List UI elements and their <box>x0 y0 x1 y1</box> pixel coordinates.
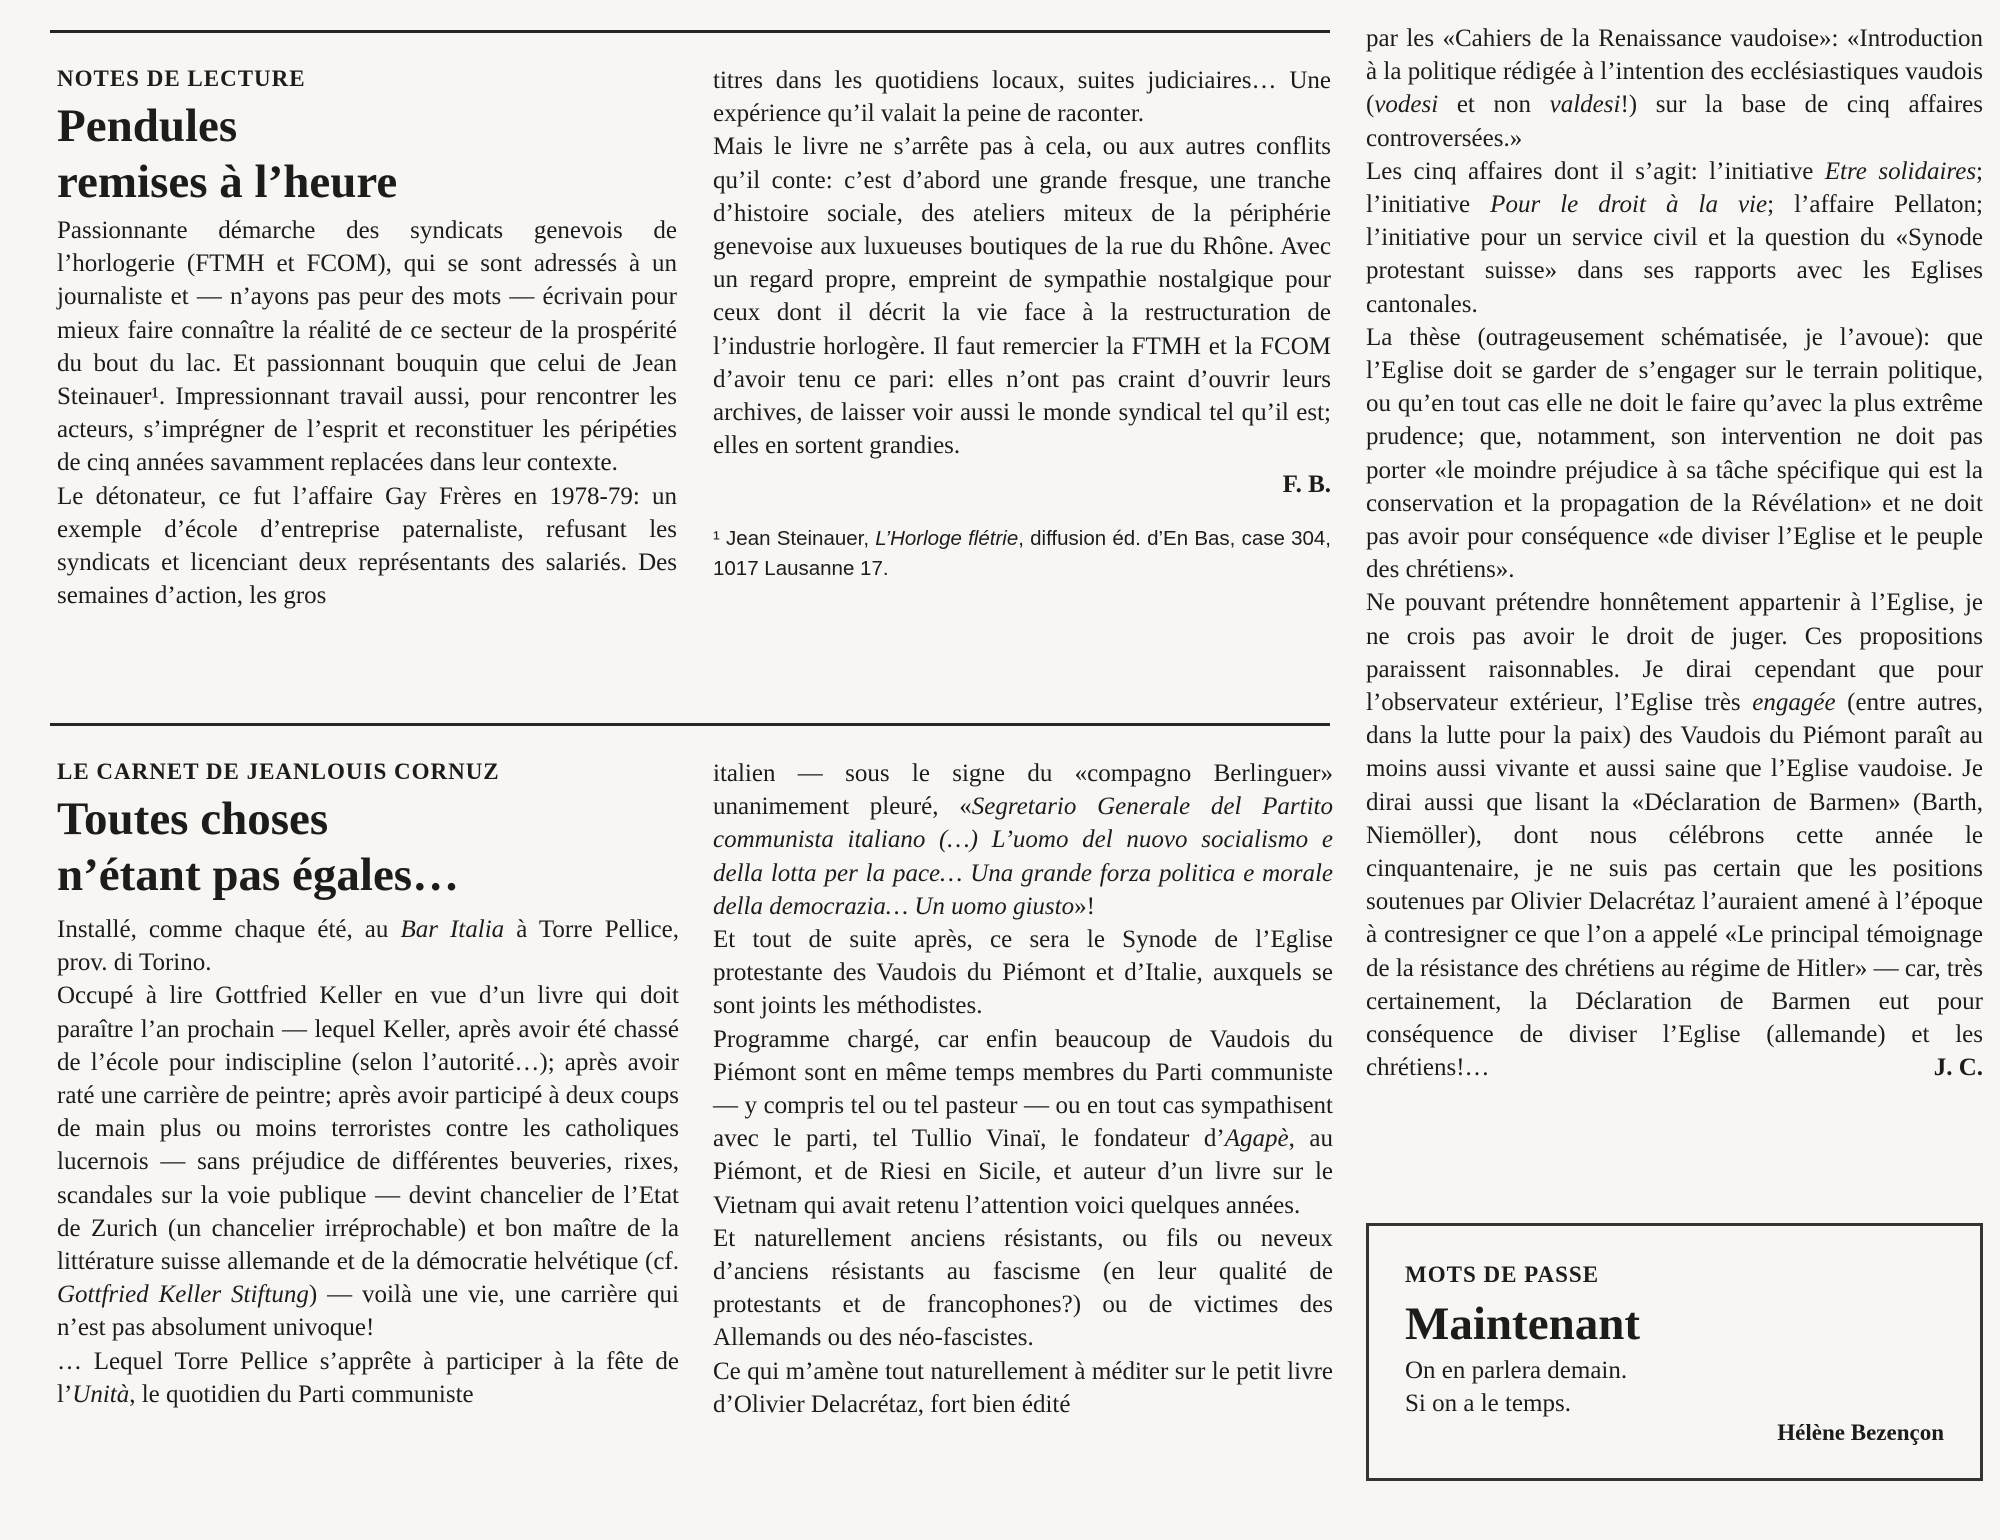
top-article-col1 <box>57 64 677 612</box>
carnet-paragraph: … Lequel Torre Pellice s’apprête à participer à la fête de l’Unità, le quotidien du Parti communiste <box>57 1347 679 1408</box>
top-article-col2 <box>713 64 1331 584</box>
carnet-paragraph: La thèse (outrageusement schématisée, je l’avoue): que l’Eglise doit se garder de s’engager sur le terrain politique, ou qu’en tout cas elle ne doit le faire qu’avec la plus extrême prudence; que, notamment, son intervention ne doit pas porter «le moindre préjudice à sa tâche spécifique qui est la conservation et la propagation de la Révélation» et ne doit pas avoir pour conséquence «de diviser l’Eglise et le peuple des chrétiens». <box>1366 323 1983 584</box>
top-article-paragraph: Mais le livre ne s’arrête pas à cela, ou aux autres conflits qu’il conte: c’est d’abord une grande fresque, une tranche d’histoire sociale, des ateliers miteux de la périphérie genevoise aux luxueuses boutiques de la rue du Rhône. Avec un regard propre, empreint de sympathie nostalgique pour ceux dont il décrit la vie face à la restructuration de l’industrie horlogère. Il faut remercier la FTMH et la FCOM d’avoir tenu ce pari: elles n’ont pas craint d’ouvrir leurs archives, de laisser voir aussi le monde syndical tel qu’il est; elles en sortent grandies. <box>713 133 1331 460</box>
top-article-paragraph: titres dans les quotidiens locaux, suites judiciaires… Une expérience qu’il valait la peine de raconter. <box>713 67 1331 128</box>
carnet-title-line1: Toutes choses <box>57 793 329 845</box>
carnet-col1 <box>57 757 679 1411</box>
carnet-paragraph: Ce qui m’amène tout naturellement à méditer sur le petit livre d’Olivier Delacrétaz, fort bien édité <box>713 1357 1333 1418</box>
footnote-book-title: L’Horloge flétrie <box>875 526 1019 550</box>
carnet-col2 <box>713 757 1333 1421</box>
top-article-title-line1: Pendules <box>57 100 238 152</box>
carnet-title-line2: n’étant pas égales… <box>57 849 460 901</box>
carnet-paragraph: Les cinq affaires dont il s’agit: l’initiative Etre solidaires; l’initiative Pour le droit à la vie; l’affaire Pellaton; l’initiative pour un service civil et la question du «Synode protestant suisse» dans ses rapports avec les Eglises cantonales. <box>1366 157 1984 318</box>
carnet-paragraph: Et tout de suite après, ce sera le Synode de l’Eglise protestante des Vaudois du Piémont et d’Italie, auxquels se sont joints les méthodistes. <box>713 926 1333 1020</box>
carnet-paragraph: Installé, comme chaque été, au Bar Italia à Torre Pellice, prov. di Torino. <box>57 916 679 977</box>
mots-de-passe-line1: On en parlera demain. <box>1405 1357 1628 1384</box>
mots-de-passe-title: Maintenant <box>1405 1298 1640 1350</box>
carnet-paragraph: italien — sous le signe du «compagno Berlinguer» unanimement pleuré, «Segretario Generale del Partito communista italiano (…) L’uomo del nuovo socialismo e della lotta per la pace… Una grande forza politica e morale della democrazia… Un uomo giusto»! <box>713 760 1333 920</box>
mots-de-passe-signature: Hélène Bezençon <box>1777 1420 1944 1445</box>
carnet-col3 <box>1366 22 1983 1085</box>
carnet-paragraph: Et naturellement anciens résistants, ou fils ou neveux d’anciens résistants au fascisme (en leur qualité de protestants et de francophones?) ou de victimes des Allemands ou des néo-fascistes. <box>713 1224 1333 1352</box>
carnet-signature: J. C. <box>1933 1054 1983 1082</box>
mots-de-passe-kicker: MOTS DE PASSE <box>1405 1262 1600 1287</box>
carnet-paragraph: Programme chargé, car enfin beaucoup de Vaudois du Piémont sont en même temps membres du Parti communiste — y compris tel ou tel pasteur — ou en tout cas sympathisent avec le parti, tel Tullio Vinaï, le fondateur d’Agapè, au Piémont, et de Riesi en Sicile, et auteur d’un livre sur le Vietnam qui avait retenu l’attention voici quelques années. <box>713 1025 1333 1219</box>
carnet-kicker: LE CARNET DE JEANLOUIS CORNUZ <box>57 759 500 784</box>
carnet-title <box>57 791 679 903</box>
mots-de-passe-line2: Si on a le temps. <box>1405 1390 1571 1417</box>
carnet-paragraph: Ne pouvant prétendre honnêtement appartenir à l’Eglise, je ne crois pas avoir le droit de juger. Ces propositions paraissent raisonnables. Je dirai cependant que pour l’observateur extérieur, l’Eglise très engagée (entre autres, dans la lutte pour la paix) des Vaudois du Piémont paraît au moins aussi vivante et aussi saine que l’Eglise vaudoise. Je dirai aussi que lisant la «Déclaration de Barmen» (Barth, Niemöller), dont nous célébrons cette année le cinquantenaire, je ne suis pas certain que les positions soutenues par Olivier Delacrétaz l’auraient amené à l’époque à contresigner ce que l’on a appelé «Le principal témoignage de la résistance des chrétiens au régime de Hitler» — car, très certainement, la Déclaration de Barmen eut pour conséquence de diviser l’Eglise (allemande) et les chrétiens!… J. C. <box>1366 586 1983 1084</box>
top-rule <box>50 30 1330 33</box>
top-article-paragraph: Le détonateur, ce fut l’affaire Gay Frères en 1978-79: un exemple d’école d’entreprise paternaliste, refusant les syndicats et licenciant deux représentants des salariés. Des semaines d’action, les gros <box>57 482 677 610</box>
mots-de-passe-box <box>1366 1223 1983 1481</box>
top-article-signature: F. B. <box>1282 471 1331 499</box>
top-article-title-line2: remises à l’heure <box>57 156 398 208</box>
carnet-paragraph: par les «Cahiers de la Renaissance vaudoise»: «Introduction à la politique rédigée à l’intention des ecclésiastiques vaudois (vodesi et non valdesi!) sur la base de cinq affaires controversées.» <box>1366 25 1983 152</box>
top-article-kicker: NOTES DE LECTURE <box>57 66 306 91</box>
top-article-paragraph: Passionnante démarche des syndicats genevois de l’horlogerie (FTMH et FCOM), qui se sont adressés à un journaliste et — n’ayons pas peur des mots — écrivain pour mieux faire connaître la réalité de ce secteur de la prospérité du bout du lac. Et passionnant bouquin que celui de Jean Steinauer¹. Impressionnant travail aussi, pour rencontrer les acteurs, s’imprégner de l’esprit et reconstituer les péripéties de cinq années savamment replacées dans leur contexte. <box>57 217 677 477</box>
top-article-title <box>57 98 677 210</box>
section-rule <box>50 723 1330 726</box>
carnet-paragraph: Occupé à lire Gottfried Keller en vue d’un livre qui doit paraître l’an prochain — lequel Keller, après avoir été chassé de l’école pour indiscipline (selon l’autorité…); après avoir raté une carrière de peintre; après avoir participé à deux coups de main plus ou moins terroristes contre les catholiques lucernois — sans préjudice de différentes beuveries, rixes, scandales sur la voie publique — devint chancelier de l’Etat de Zurich (un chancelier irréprochable) et bon maître de la littérature suisse allemande et de la démocratie helvétique (cf. Gottfried Keller Stiftung) — voilà une vie, une carrière qui n’est pas absolument univoque! <box>57 982 679 1342</box>
footnote: ¹ Jean Steinauer, L’Horloge flétrie, diffusion éd. d’En Bas, case 304, 1017 Lausanne 17. <box>713 526 1331 580</box>
